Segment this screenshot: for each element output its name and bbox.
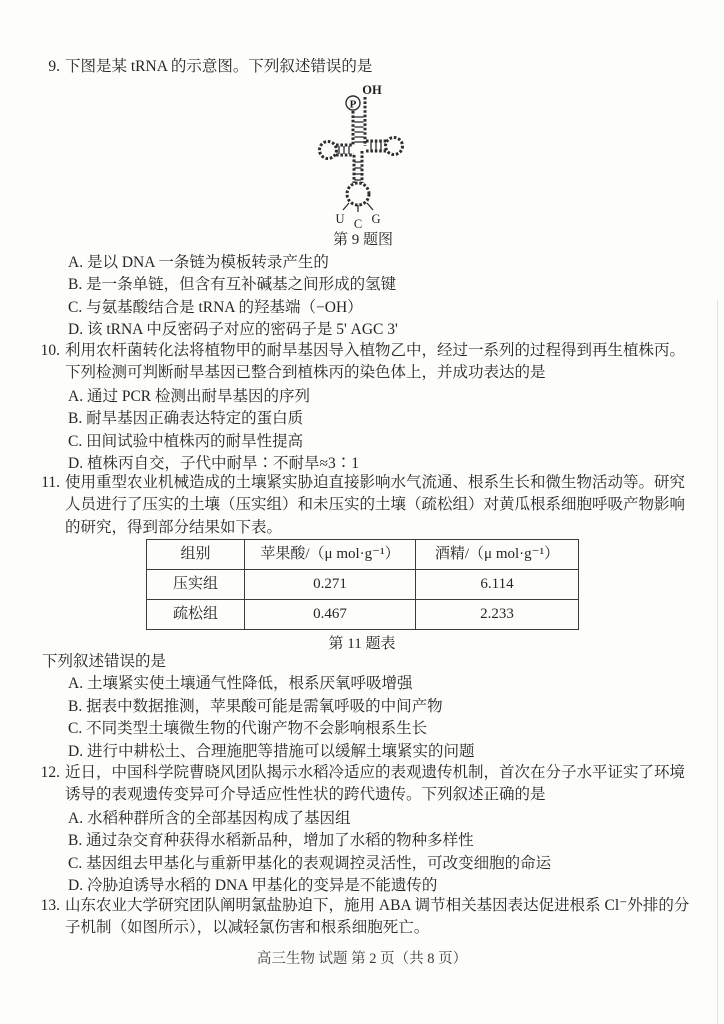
question-number: 13. [40,897,60,914]
option-a: A. 是以 DNA 一条链为模板转录产生的 [68,254,329,271]
option-d: D. 该 tRNA 中反密码子对应的密码子是 5' AGC 3' [68,321,398,339]
table-header-malate: 苹果酸/（μ mol·g⁻¹） [245,540,416,570]
q11-data-table [146,539,578,630]
question-stem: 近日，中国科学院曹晓风团队揭示水稻冷适应的表观遗传机制，首次在分子水平证实了环境诱导的表观遗传变异可介导适应性性状的跨代遗传。下列叙述正确的是 [65,764,686,804]
option-b: B. 据表中数据推测，苹果酸可能是需氧呼吸的中间产物 [68,697,443,715]
table-caption: 第 11 题表 [328,636,396,652]
table-cell: 0.271 [245,570,416,600]
option-d: D. 植株丙自交，子代中耐旱∶不耐旱≈3∶1 [68,455,359,473]
question-number: 9. [48,58,60,75]
trna-cloverleaf-icon [288,84,438,234]
option-d: D. 进行中耕松土、合理施肥等措施可以缓解土壤紧实的问题 [68,742,475,760]
table-cell: 6.114 [416,570,579,600]
oh-label: OH [362,84,382,97]
anticodon-base-u: U [335,212,345,226]
option-b: B. 耐旱基因正确表达特定的蛋白质 [68,410,304,428]
question-11-options [34,651,694,763]
question-10 [34,340,694,475]
question-number: 10. [40,342,60,359]
option-a: A. 通过 PCR 检测出耐旱基因的序列 [68,387,310,405]
question-number: 12. [40,764,60,781]
option-b: B. 通过杂交育种获得水稻新品种，增加了水稻的物种多样性 [68,832,474,850]
scan-edge-artifact [717,300,718,1024]
option-d: D. 冷胁迫诱导水稻的 DNA 甲基化的变异是不能遗传的 [68,877,438,895]
anticodon-base-g: G [371,212,381,226]
option-c: C. 田间试验中植株丙的耐旱性提高 [68,432,304,450]
table-header-alcohol: 酒精/（μ mol·g⁻¹） [416,540,579,570]
anticodon-base-c: C [353,217,363,231]
question-11 [34,472,694,539]
question-stem: 利用农杆菌转化法将植物甲的耐旱基因导入植物乙中，经过一系列的过程得到再生植株丙。下列检测可判断耐旱基因已整合到植株丙的染色体上，并成功表达的是 [65,342,686,382]
question-13 [34,895,694,940]
table-header-group: 组别 [147,540,245,570]
question-stem: 使用重型农业机械造成的土壤紧实胁迫直接影响水气流通、根系生长和微生物活动等。研究人员进行了压实的土壤（压实组）和未压实的土壤（疏松组）对黄瓜根系细胞呼吸产物影响的研究，得到部分结果如下表。 [65,474,686,536]
phosphate-label: P [349,98,357,111]
table-row [147,600,579,630]
figure-caption: 第 9 题图 [332,232,393,248]
question-number: 11. [41,474,60,491]
table-cell: 压实组 [147,570,245,600]
table-cell: 0.467 [245,600,416,630]
table-cell: 疏松组 [147,600,245,630]
question-9 [34,56,694,78]
question-stem: 山东农业大学研究团队阐明氯盐胁迫下，施用 ABA 调节相关基因表达促进根系 Cl⁻外排的分子机制（如图所示），以减轻氯伤害和根系细胞死亡。 [65,897,690,937]
option-b: B. 是一条单链，但含有互补碱基之间形成的氢键 [68,276,397,294]
option-c: C. 基因组去甲基化与重新甲基化的表观调控灵活性，可改变细胞的命运 [68,854,552,872]
option-c: C. 不同类型土壤微生物的代谢产物不会影响根系生长 [68,720,428,738]
option-a: A. 水稻种群所含的全部基因构成了基因组 [68,809,351,827]
question-prompt: 下列叙述错误的是 [42,653,167,670]
option-c: C. 与氨基酸结合是 tRNA 的羟基端（−OH） [68,298,363,316]
option-a: A. 土壤紧实使土壤通气性降低，根系厌氧呼吸增强 [68,675,413,693]
table-cell: 2.233 [416,600,579,630]
table-row [147,570,579,600]
trna-diagram [288,84,438,241]
question-12 [34,762,694,897]
page-footer: 高三生物 试题 第 2 页（共 8 页） [256,951,468,967]
question-stem: 下图是某 tRNA 的示意图。下列叙述错误的是 [65,58,373,75]
question-9-options [34,252,694,342]
